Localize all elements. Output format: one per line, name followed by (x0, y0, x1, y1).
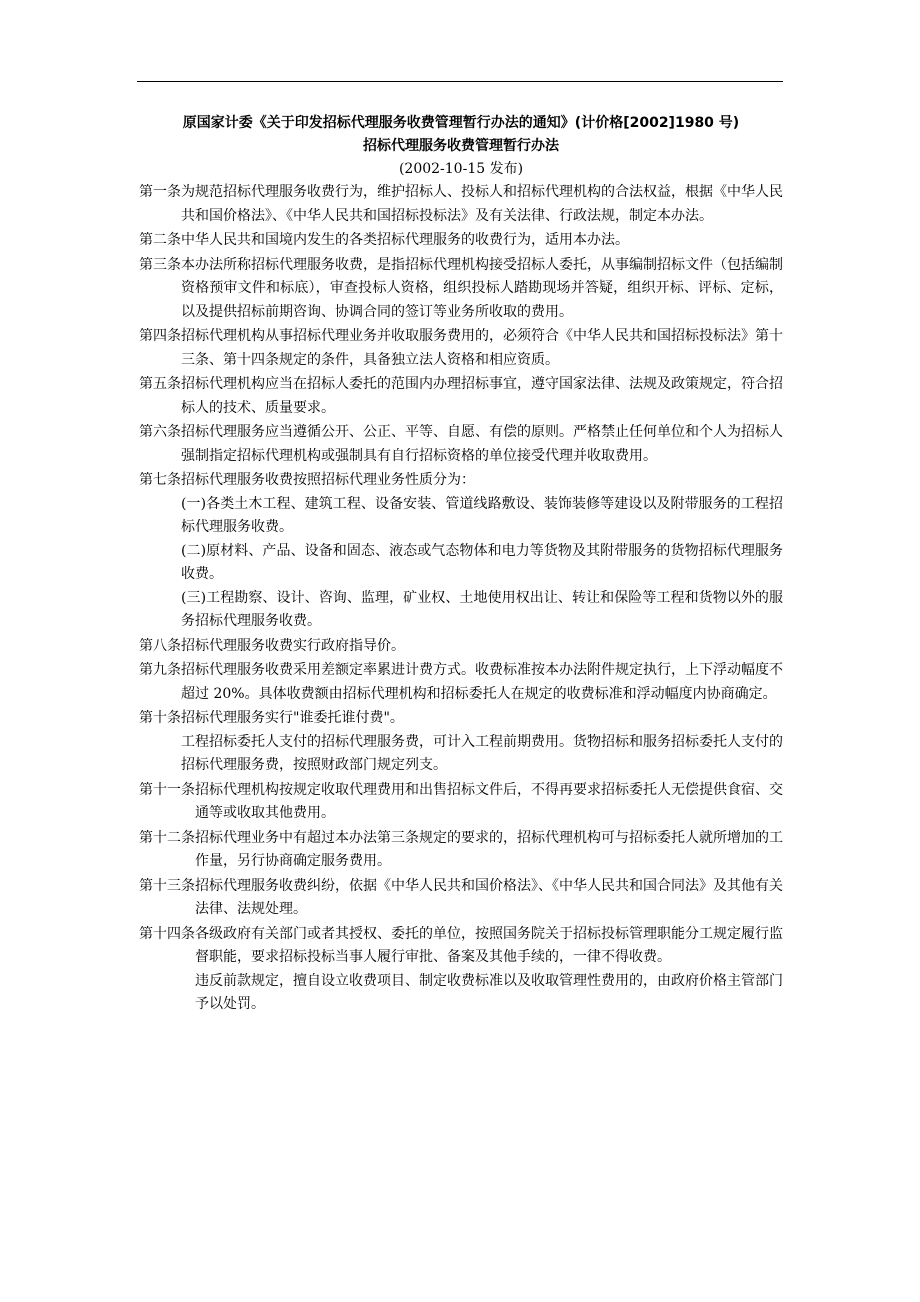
article-paragraph: 本办法所称招标代理服务收费，是指招标代理机构接受招标人委托，从事编制招标文件（包括编制资格预审文件和标底），审查投标人资格，组织投标人踏勘现场并答疑，组织开标、评标、定标，以及提供招标前期咨询、协调合同的签订等业务所收取的费用。 (181, 256, 783, 320)
article-paragraph: 招标代理服务收费实行政府指导价。 (181, 637, 405, 654)
article-body (181, 707, 783, 778)
article-row (139, 923, 783, 1017)
article-label: 第十一条 (139, 781, 195, 798)
article-paragraph: 招标代理业务中有超过本办法第三条规定的要求的，招标代理机构可与招标委托人就所增加的工作量，另行协商确定服务费用。 (195, 829, 783, 869)
article-body (195, 875, 783, 922)
article-paragraph: 招标代理机构按规定收取代理费用和出售招标文件后，不得再要求招标委托人无偿提供食宿、交通等或收取其他费用。 (195, 781, 783, 821)
notice-title: 原国家计委《关于印发招标代理服务收费管理暂行办法的通知》(计价格[2002]1980 号) (182, 115, 740, 131)
article-body (181, 325, 783, 372)
article-label: 第四条 (139, 328, 181, 344)
article-body (195, 827, 783, 874)
article-label: 第三条 (139, 256, 181, 273)
article-body (181, 229, 783, 253)
article-body (195, 923, 783, 1017)
article-row (139, 469, 783, 634)
article-label: 第二条 (139, 232, 181, 248)
article-paragraph: 招标代理服务收费按照招标代理业务性质分为： (181, 472, 475, 488)
article-paragraph: 招标代理服务实行"谁委托谁付费"。 (181, 710, 404, 726)
article-label: 第十条 (139, 710, 181, 726)
article-row (139, 325, 783, 372)
article-row (139, 659, 783, 706)
article-paragraph: 招标代理服务收费采用差额定率累进计费方式。收费标准按本办法附件规定执行，上下浮动幅度不超过 20%。具体收费额由招标代理机构和招标委托人在规定的收费标准和浮动幅度内协商确定。 (181, 662, 783, 702)
article-paragraph: (二)原材料、产品、设备和固态、液态或气态物体和电力等货物及其附带服务的货物招标代理服务收费。 (181, 542, 783, 582)
document-title: 招标代理服务收费管理暂行办法 (363, 138, 559, 154)
article-row (139, 254, 783, 325)
article-list (139, 181, 783, 1017)
article-row (139, 707, 783, 778)
article-label: 第七条 (139, 472, 181, 488)
article-row (139, 181, 783, 228)
article-row (139, 827, 783, 874)
article-body (181, 254, 783, 325)
top-rule (137, 81, 783, 82)
article-paragraph: 工程招标委托人支付的招标代理服务费，可计入工程前期费用。货物招标和服务招标委托人支付的招标代理服务费，按照财政部门规定列支。 (181, 733, 783, 773)
article-paragraph: 招标代理机构应当在招标人委托的范围内办理招标事宜，遵守国家法律、法规及政策规定，符合招标人的技术、质量要求。 (181, 376, 783, 416)
article-paragraph: (三)工程勘察、设计、咨询、监理，矿业权、土地使用权出让、转让和保险等工程和货物以外的服务招标代理服务收费。 (181, 589, 783, 629)
article-paragraph: 招标代理机构从事招标代理业务并收取服务费用的，必须符合《中华人民共和国招标投标法》第十三条、第十四条规定的条件，具备独立法人资格和相应资质。 (181, 328, 783, 368)
article-body (195, 779, 783, 826)
article-row (139, 779, 783, 826)
article-body (181, 181, 783, 228)
article-body (181, 373, 783, 420)
article-paragraph: 为规范招标代理服务收费行为，维护招标人、投标人和招标代理机构的合法权益，根据《中华人民共和国价格法》、《中华人民共和国招标投标法》及有关法律、行政法规，制定本办法。 (181, 184, 783, 224)
article-row (139, 373, 783, 420)
article-label: 第十四条 (139, 925, 195, 942)
article-body (181, 659, 783, 706)
article-label: 第五条 (139, 376, 181, 392)
article-label: 第十三条 (139, 877, 195, 894)
article-body (181, 635, 783, 659)
article-paragraph: 招标代理服务收费纠纷，依据《中华人民共和国价格法》、《中华人民共和国合同法》及其他有关法律、法规处理。 (195, 877, 783, 917)
publish-date: (2002-10-15 发布) (398, 161, 524, 177)
article-row (139, 875, 783, 922)
article-label: 第一条 (139, 184, 181, 200)
article-label: 第十二条 (139, 829, 195, 846)
article-paragraph: 违反前款规定，擅自设立收费项目、制定收费标准以及收取管理性费用的，由政府价格主管部门予以处罚。 (195, 972, 783, 1012)
article-paragraph: 各级政府有关部门或者其授权、委托的单位，按照国务院关于招标投标管理职能分工规定履行监督职能，要求招标投标当事人履行审批、备案及其他手续的，一律不得收费。 (195, 925, 783, 965)
article-label: 第九条 (139, 662, 181, 678)
article-paragraph: 招标代理服务应当遵循公开、公正、平等、自愿、有偿的原则。严格禁止任何单位和个人为招标人强制指定招标代理机构或强制具有自行招标资格的单位接受代理并收取费用。 (181, 424, 783, 464)
article-row (139, 229, 783, 253)
article-label: 第六条 (139, 424, 181, 440)
article-row (139, 421, 783, 468)
article-paragraph: (一)各类土木工程、建筑工程、设备安装、管道线路敷设、装饰装修等建设以及附带服务的工程招标代理服务收费。 (181, 495, 783, 535)
article-body (181, 469, 783, 634)
article-label: 第八条 (139, 637, 181, 654)
article-body (181, 421, 783, 468)
document-body (139, 112, 783, 1018)
article-row (139, 635, 783, 659)
article-paragraph: 中华人民共和国境内发生的各类招标代理服务的收费行为，适用本办法。 (181, 232, 629, 248)
